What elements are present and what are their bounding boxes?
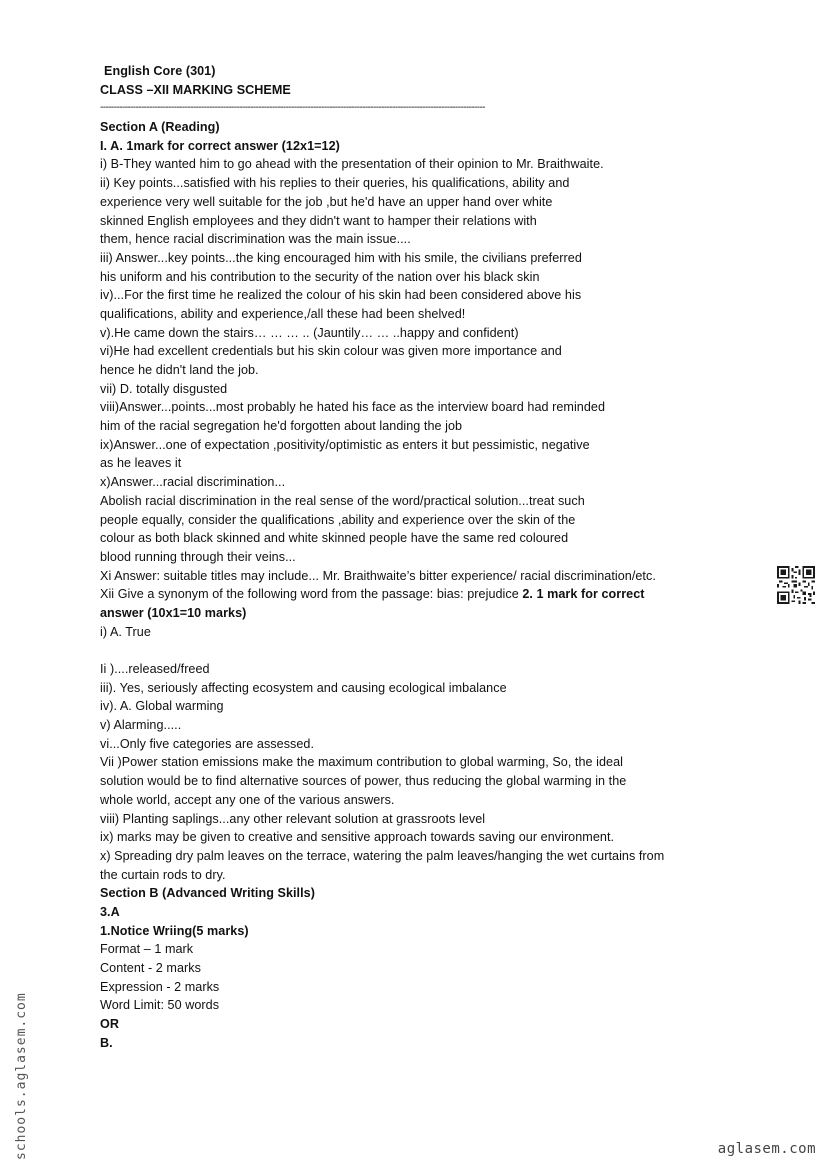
answer-line: v) Alarming.....	[100, 718, 182, 733]
answer-line: experience very well suitable for the job ,but he'd have an upper hand over white	[100, 194, 553, 209]
answer-line: his uniform and his contribution to the security of the nation over his black skin	[100, 269, 540, 284]
answer-line: people equally, consider the qualifications ,ability and experience over the skin of the	[100, 512, 576, 527]
answer-line: ii) Key points...satisfied with his replies to their queries, his qualifications, ability and	[100, 176, 570, 191]
answer-line: Xi Answer: suitable titles may include... Mr. Braithwaite’s bitter experience/ racial discrimination/etc.	[100, 568, 656, 583]
marking-item: Format – 1 mark	[100, 942, 194, 957]
marking-item: Content - 2 marks	[100, 961, 201, 975]
answer-line: hence he didn't land the job.	[100, 363, 259, 377]
answer-line: iii). Yes, seriously affecting ecosystem and causing ecological imbalance	[100, 680, 507, 695]
question-1-heading: I. A. 1mark for correct answer (12x1=12)	[100, 138, 340, 153]
or-label: OR	[100, 1017, 119, 1032]
answer-line: skinned English employees and they didn't want to hamper their relations with	[100, 213, 537, 228]
question-2-heading-cont: answer (10x1=10 marks)	[100, 605, 247, 620]
answer-line: as he leaves it	[100, 456, 182, 471]
question-3a-heading: 3.A	[100, 904, 120, 919]
answer-line: viii) Planting saplings...any other relevant solution at grassroots level	[100, 811, 486, 826]
section-b-heading: Section B (Advanced Writing Skills)	[100, 886, 315, 901]
answer-line: qualifications, ability and experience,/all these had been shelved!	[100, 306, 466, 321]
answer-line: colour as both black skinned and white skinned people have the same red coloured	[100, 531, 569, 546]
answer-line: vi...Only five categories are assessed.	[100, 736, 315, 751]
answer-line: him of the racial segregation he'd forgotten about landing the job	[100, 419, 463, 434]
subject-heading: English Core (301)	[104, 64, 216, 78]
answer-line: x)Answer...racial discrimination...	[100, 475, 286, 490]
notice-writing-heading: 1.Notice Wriing(5 marks)	[100, 923, 249, 938]
answer-line: the curtain rods to dry.	[100, 867, 226, 882]
answer-line: viii)Answer...points...most probably he hated his face as the interview board had reminded	[100, 400, 606, 415]
marking-item: Expression - 2 marks	[100, 979, 220, 994]
side-watermark-url: schools.aglasem.com	[14, 992, 29, 1160]
page-title: CLASS –XII MARKING SCHEME	[100, 82, 291, 97]
answer-line: v).He came down the stairs… … … .. (Jauntily… … ..happy and confident)	[100, 325, 519, 340]
answer-line: whole world, accept any one of the various answers.	[100, 792, 395, 807]
answer-line: Vii )Power station emissions make the maximum contribution to global warming, So, the ideal	[100, 755, 623, 770]
answer-line: Abolish racial discrimination in the real sense of the word/practical solution...treat such	[100, 493, 585, 508]
footer-watermark: aglasem.com	[717, 1141, 816, 1157]
answer-line: solution would be to find alternative sources of power, thus reducing the global warming in the	[100, 774, 627, 789]
marking-item: Word Limit: 50 words	[100, 998, 220, 1013]
answer-line: them, hence racial discrimination was the main issue....	[100, 232, 411, 247]
answer-line: Ii )....released/freed	[100, 662, 210, 676]
divider-rule: ---------------------------------------------------------------------------------------------------------------------------------------------	[100, 102, 485, 114]
answer-line: vii) D. totally disgusted	[100, 381, 228, 396]
answer-line-synonym	[100, 585, 740, 604]
section-a-heading: Section A (Reading)	[100, 120, 220, 135]
question-2-heading: 2. 1 mark for correct	[522, 587, 645, 602]
synonym-text: Xii Give a synonym of the following word from the passage: bias: prejudice	[100, 587, 519, 602]
answer-line: iii) Answer...key points...the king encouraged him with his smile, the civilians preferred	[100, 250, 582, 265]
answer-line: x) Spreading dry palm leaves on the terrace, watering the palm leaves/hanging the wet curtains from	[100, 848, 665, 863]
blank-line	[100, 641, 740, 660]
answer-line: i) A. True	[100, 624, 151, 639]
answer-line: ix) marks may be given to creative and sensitive approach towards saving our environment.	[100, 830, 615, 845]
answer-line: iv)...For the first time he realized the colour of his skin had been considered above his	[100, 288, 582, 303]
marking-scheme-content	[100, 62, 740, 1052]
answer-line: vi)He had excellent credentials but his skin colour was given more importance and	[100, 344, 562, 359]
option-b-label: B.	[100, 1035, 113, 1050]
answer-line: iv). A. Global warming	[100, 699, 224, 714]
answer-line: i) B-They wanted him to go ahead with the presentation of their opinion to Mr. Braithwaite.	[100, 157, 604, 172]
answer-line: ix)Answer...one of expectation ,positivity/optimistic as enters it but pessimistic, negative	[100, 437, 590, 452]
answer-line: blood running through their veins...	[100, 549, 296, 564]
qr-code-icon	[777, 566, 815, 604]
